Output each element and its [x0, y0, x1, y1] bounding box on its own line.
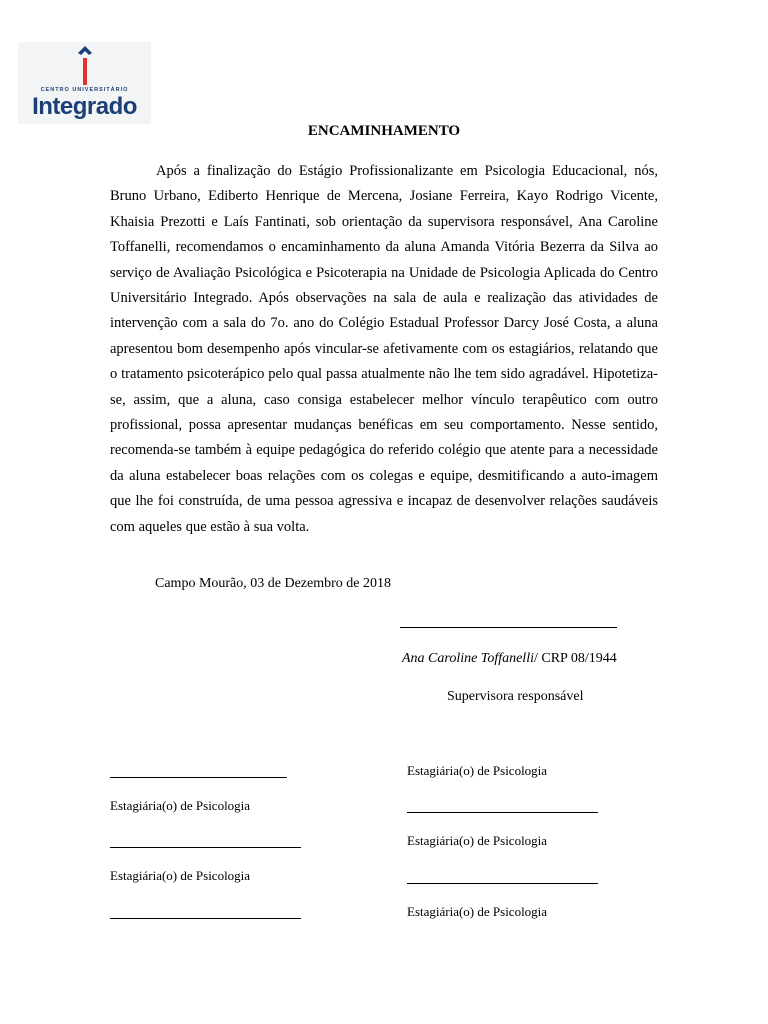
intern-signature-line-1: [110, 777, 287, 778]
institution-logo: [18, 42, 151, 124]
document-title: ENCAMINHAMENTO: [307, 123, 461, 139]
supervisor-name: Ana Caroline Toffanelli: [402, 651, 534, 666]
intern-signature-line-2: [407, 812, 598, 813]
logo-i-icon: [78, 46, 92, 86]
referral-paragraph: Após a finalização do Estágio Profissionalizante em Psicologia Educacional, nós, Bruno Urbano, Ediberto Henrique de Mercena, Josiane Ferreira, Kayo Rodrigo Vicente, Khaisia Prezotti e Laís Fantinati, sob orientação da supervisora responsável, Ana Caroline Toffanelli, recomendamos o encaminhamento da aluna Amanda Vitória Bezerra da Silva ao serviço de Avaliação Psicológica e Psicoterapia na Unidade de Psicologia Aplicada do Centro Universitário Integrado. Após observações na sala de aula e realização das atividades de intervenção com a sala do 7o. ano do Colégio Estadual Professor Darcy José Costa, a aluna apresentou bom desempenho após vincular-se afetivamente com os estagiários, relatando que o tratamento psicoterápico pelo qual passa atualmente não lhe tem sido agradável. Hipotetiza-se, assim, que a aluna, caso consiga estabelecer melhor vínculo terapêutico com outro profissional, possa apresentar mudanças benéficas em seu comportamento. Nesse sentido, recomenda-se também à equipe pedagógica do referido colégio que atente para a necessidade da aluna estabelecer boas relações com os colegas e equipe, desmitificando a auto-imagem que lhe foi construída, de uma pessoa agressiva e incapaz de desenvolver relações saudáveis com aqueles que estão à sua volta.: [110, 163, 658, 535]
supervisor-credit: [402, 651, 617, 667]
intern-signature-line-5: [110, 918, 301, 919]
intern-signature-line-4: [407, 883, 598, 884]
logo-subtitle: CENTRO UNIVERSITÁRIO: [40, 87, 129, 93]
intern-label-5: Estagiária(o) de Psicologia: [407, 904, 548, 919]
intern-label-3: Estagiária(o) de Psicologia: [407, 833, 548, 848]
supervisor-signature-line: [400, 627, 617, 628]
intern-label-4: Estagiária(o) de Psicologia: [110, 868, 251, 883]
place-date: Campo Mourão, 03 de Dezembro de 2018: [155, 576, 391, 591]
supervisor-role: Supervisora responsável: [447, 689, 584, 704]
intern-label-1: Estagiária(o) de Psicologia: [407, 763, 548, 778]
logo-name: Integrado: [32, 93, 137, 120]
intern-label-2: Estagiária(o) de Psicologia: [110, 798, 251, 813]
intern-label-6: Estagiária(o) de Psicologia: [110, 939, 251, 954]
supervisor-crp: / CRP 08/1944: [533, 651, 617, 666]
intern-signature-line-3: [110, 847, 301, 848]
